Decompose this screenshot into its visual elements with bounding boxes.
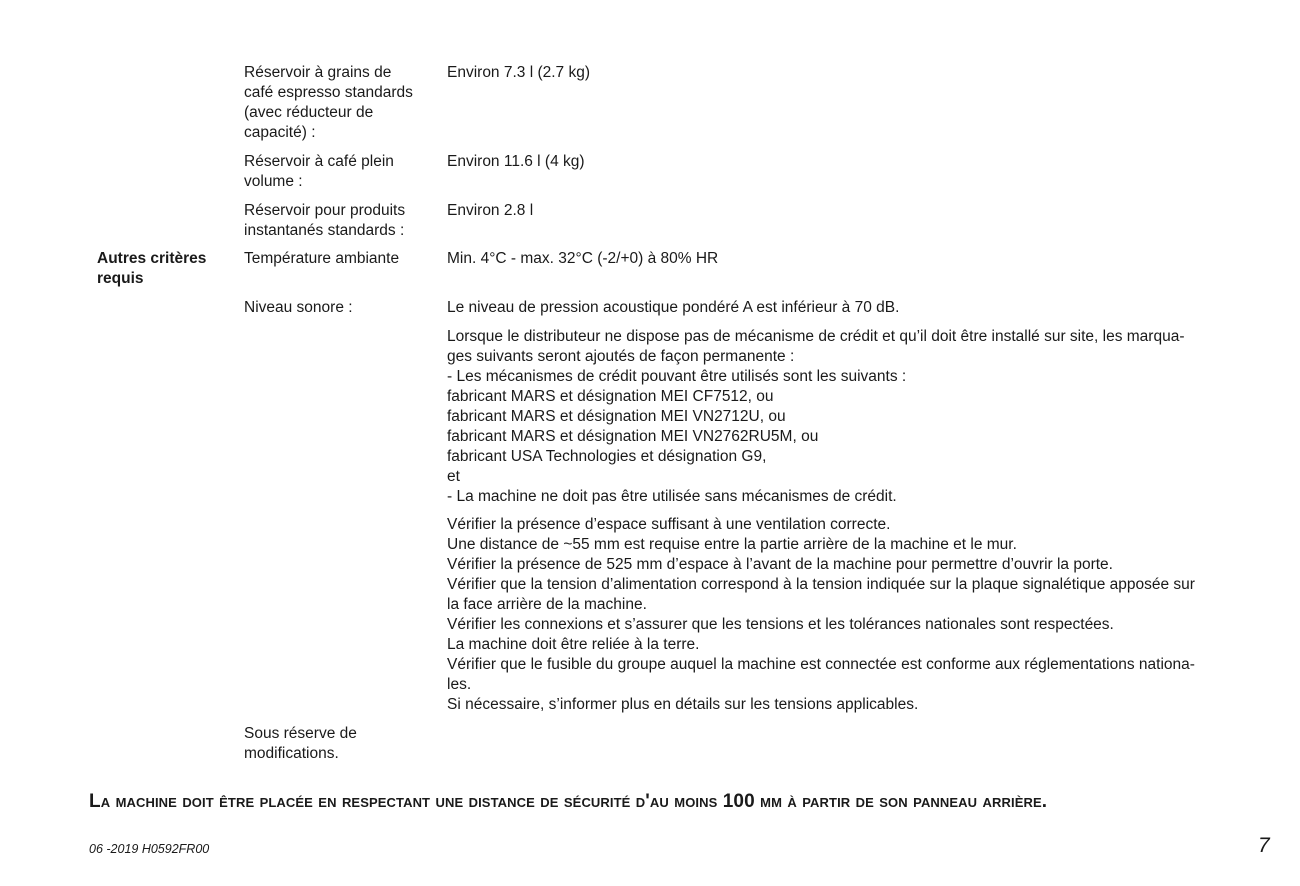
safety-distance-warning: La machine doit être placée en respectant une distance de sécurité d'au moins 100 mm à partir de son panneau arrière. (89, 791, 1048, 812)
section-heading: Autres critères requis (97, 250, 207, 287)
spec-label: Réservoir à grains de café espresso standards (avec réducteur de capacité) : (244, 64, 413, 141)
spec-label: Réservoir pour produits instantanés standards : (244, 202, 406, 239)
spec-value: Environ 7.3 l (2.7 kg) (447, 64, 591, 81)
installation-checks-paragraph: Vérifier la présence d’espace suffisant à une ventilation correcte. Une distance de ~55 mm est requise entre la partie arrière de la machine et le mur. Vérifier la présence de 525 mm d’espace à l’avant de la machine pour permettre d’ouvrir la porte. Vérifier que la tension d’alimentation correspond à la tension indiquée sur la plaque signalétique apposée sur la face arrière de la machine. Vérifier les connexions et s’assurer que les tensions et les tolérances nationales sont respectées. La machine doit être reliée à la terre. Vérifier que le fusible du groupe auquel la machine est connectée est conforme aux réglementations nationa- les. Si nécessaire, s’informer plus en détails sur les tensions applicables. (447, 516, 1195, 713)
spec-value: Environ 11.6 l (4 kg) (447, 153, 585, 170)
spec-label: Niveau sonore : (244, 299, 353, 316)
page-number: 7 (1258, 834, 1270, 857)
spec-value: Le niveau de pression acoustique pondéré A est inférieur à 70 dB. (447, 299, 900, 316)
subject-to-change-note: Sous réserve de modifications. (244, 725, 357, 762)
document-reference: 06 -2019 H0592FR00 (89, 842, 210, 856)
credit-mechanism-paragraph: Lorsque le distributeur ne dispose pas de mécanisme de crédit et qu’il doit être installé sur site, les marqua- ges suivants seront ajoutés de façon permanente : - Les mécanismes de crédit pouvant être utilisés sont les suivants : fabricant MARS et désignation MEI CF7512, ou fabricant MARS et désignation MEI VN2712U, ou fabricant MARS et désignation MEI VN2762RU5M, ou fabricant USA Technologies et désignation G9, et - La machine ne doit pas être utilisée sans mécanismes de crédit. (447, 328, 1185, 505)
spec-value: Min. 4°C - max. 32°C (-2/+0) à 80% HR (447, 250, 719, 267)
spec-value: Environ 2.8 l (447, 202, 534, 219)
spec-label: Température ambiante (244, 250, 400, 267)
spec-label: Réservoir à café plein volume : (244, 153, 394, 190)
